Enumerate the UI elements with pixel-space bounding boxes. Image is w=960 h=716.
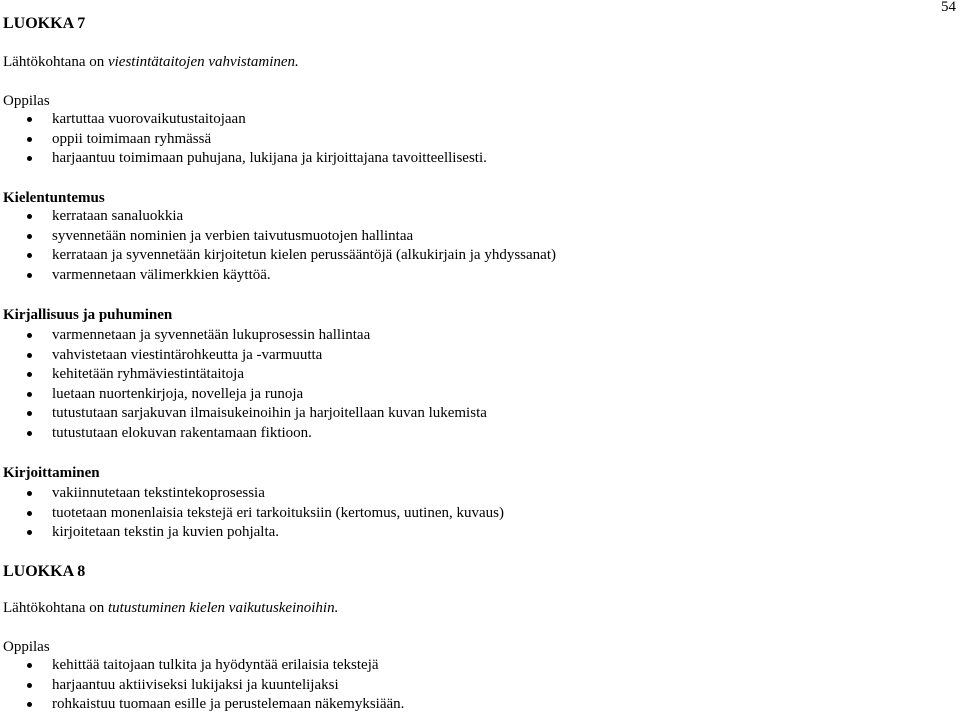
section-heading-luokka-7: LUOKKA 7 [3, 15, 86, 32]
bullet-icon [27, 333, 32, 338]
bullet-icon [27, 273, 32, 278]
list-item: kerrataan ja syvennetään kirjoitetun kielen perussääntöjä (alkukirjain ja yhdyssanat) [0, 246, 556, 266]
bullet-list-kirjallisuus [0, 326, 487, 443]
list-item: varmennetaan ja syvennetään lukuprosessin hallintaa [0, 326, 487, 346]
list-item: harjaantuu toimimaan puhujana, lukijana ja kirjoittajana tavoitteellisesti. [0, 149, 487, 169]
bullet-icon [27, 214, 32, 219]
bullet-icon [27, 353, 32, 358]
section-intro-luokka-7 [3, 53, 299, 71]
bullet-icon [27, 530, 32, 535]
intro-emphasis: tutustuminen kielen vaikutuskeinoihin. [107, 600, 339, 616]
list-item: vahvistetaan viestintärohkeutta ja -varmuutta [0, 346, 487, 366]
group-title-kirjallisuus-ja-puhuminen: Kirjallisuus ja puhuminen [3, 307, 173, 323]
list-item: kartuttaa vuorovaikutustaitojaan [0, 110, 487, 130]
bullet-icon [27, 156, 32, 161]
intro-prefix: Lähtökohtana on [3, 600, 108, 616]
bullet-icon [27, 253, 32, 258]
section-intro-luokka-8 [3, 599, 338, 617]
bullet-list-oppilas [0, 110, 487, 169]
bullet-list-kirjoittaminen [0, 484, 504, 543]
bullet-icon [27, 234, 32, 239]
group-title-kielentuntemus: Kielentuntemus [3, 190, 105, 206]
group-title-oppilas: Oppilas [3, 93, 50, 109]
list-item: varmennetaan välimerkkien käyttöä. [0, 266, 556, 286]
group-title-kirjoittaminen: Kirjoittaminen [3, 465, 100, 481]
bullet-list-kielentuntemus [0, 207, 556, 285]
bullet-icon [27, 491, 32, 496]
bullet-icon [27, 137, 32, 142]
list-item: oppii toimimaan ryhmässä [0, 130, 487, 150]
intro-prefix: Lähtökohtana on [3, 54, 108, 70]
bullet-icon [27, 702, 32, 707]
intro-emphasis: viestintätaitojen vahvistaminen. [107, 54, 299, 70]
list-item: syvennetään nominien ja verbien taivutusmuotojen hallintaa [0, 227, 556, 247]
group-title-oppilas-8: Oppilas [3, 639, 50, 655]
list-item: luetaan nuortenkirjoja, novelleja ja runoja [0, 385, 487, 405]
bullet-icon [27, 372, 32, 377]
bullet-icon [27, 511, 32, 516]
bullet-icon [27, 683, 32, 688]
list-item: kehittää taitojaan tulkita ja hyödyntää erilaisia tekstejä [0, 656, 404, 676]
list-item: kirjoitetaan tekstin ja kuvien pohjalta. [0, 523, 504, 543]
bullet-icon [27, 663, 32, 668]
list-item: kerrataan sanaluokkia [0, 207, 556, 227]
bullet-list-oppilas-8 [0, 656, 404, 715]
bullet-icon [27, 411, 32, 416]
list-item: tutustutaan elokuvan rakentamaan fiktioon. [0, 424, 487, 444]
page-number: 54 [941, 0, 956, 15]
list-item: vakiinnutetaan tekstintekoprosessia [0, 484, 504, 504]
bullet-icon [27, 392, 32, 397]
list-item: rohkaistuu tuomaan esille ja perustelemaan näkemyksiään. [0, 695, 404, 715]
list-item: tuotetaan monenlaisia tekstejä eri tarkoituksiin (kertomus, uutinen, kuvaus) [0, 504, 504, 524]
list-item: tutustutaan sarjakuvan ilmaisukeinoihin ja harjoitellaan kuvan lukemista [0, 404, 487, 424]
bullet-icon [27, 117, 32, 122]
list-item: kehitetään ryhmäviestintätaitoja [0, 365, 487, 385]
list-item: harjaantuu aktiiviseksi lukijaksi ja kuuntelijaksi [0, 676, 404, 696]
section-heading-luokka-8: LUOKKA 8 [3, 563, 86, 580]
bullet-icon [27, 431, 32, 436]
